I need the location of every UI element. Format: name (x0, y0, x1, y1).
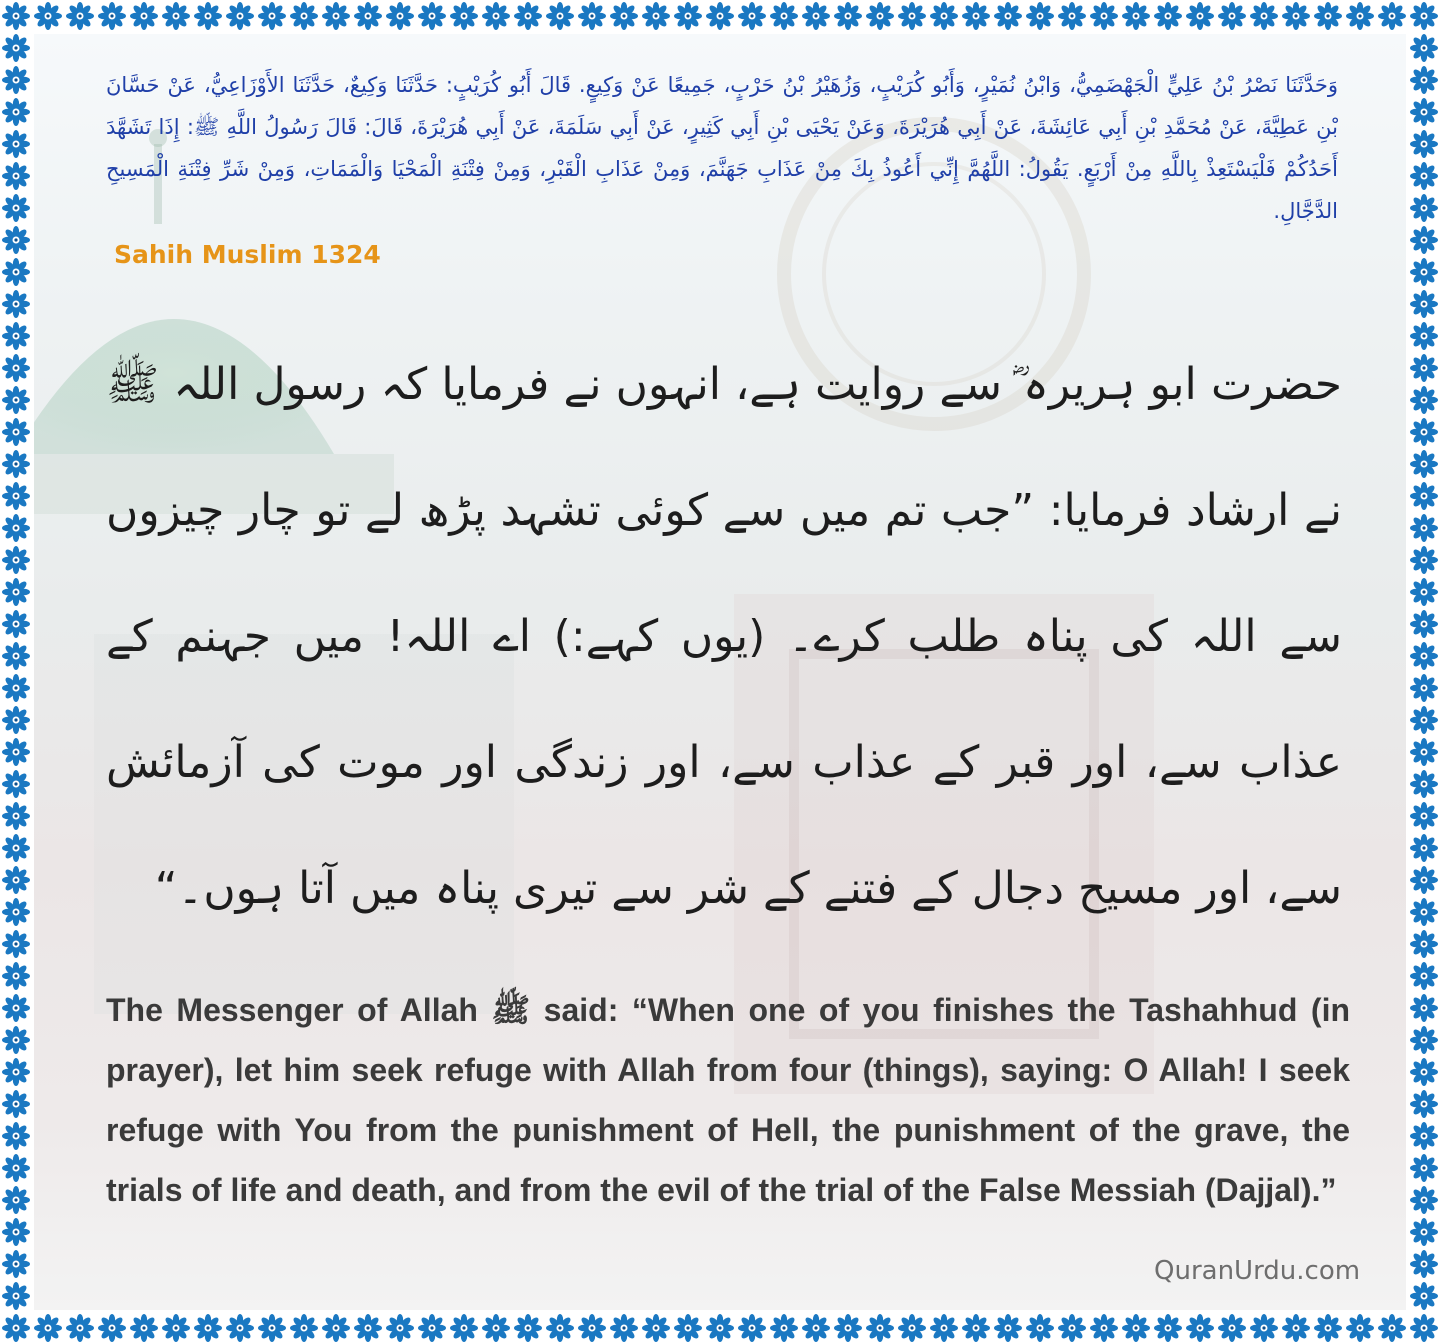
english-translation-text: The Messenger of Allah ﷺ said: “When one of you finishes the Tashahhud (in prayer), let him seek refuge with Allah from four (things), saying: O Allah! I seek refuge with You from the punishment of Hell, the punishment of the grave, the trials of life and death, and from the evil of the trial of the False Messiah (Dajjal).” (106, 992, 1351, 1208)
content-panel (34, 34, 1406, 1310)
site-watermark: QuranUrdu.com (1154, 1256, 1361, 1286)
hadith-reference-label: Sahih Muslim 1324 (114, 240, 381, 269)
arabic-hadith-text: وَحَدَّثَنَا نَصْرُ بْنُ عَلِيٍّ الْجَهْضَمِيُّ، وَابْنُ نُمَيْرٍ، وَأَبُو كُرَيْبٍ، وَزُهَيْرُ بْنُ حَرْبٍ، جَمِيعًا عَنْ وَكِيعٍ. قَالَ أَبُو كُرَيْبٍ: حَدَّثَنَا وَكِيعٌ، حَدَّثَنَا الأَوْزَاعِيُّ، عَنْ حَسَّانَ بْنِ عَطِيَّةَ، عَنْ مُحَمَّدِ بْنِ أَبِي عَائِشَةَ، عَنْ أَبِي هُرَيْرَةَ، وَعَنْ يَحْيَى بْنِ أَبِي كَثِيرٍ، عَنْ أَبِي سَلَمَةَ، عَنْ أَبِي هُرَيْرَةَ، قَالَ: قَالَ رَسُولُ اللَّهِ ﷺ: إِذَا تَشَهَّدَ أَحَدُكُمْ فَلْيَسْتَعِذْ بِاللَّهِ مِنْ أَرْبَعٍ. يَقُولُ: اللَّهُمَّ إِنِّي أَعُوذُ بِكَ مِنْ عَذَابِ جَهَنَّمَ، وَمِنْ عَذَابِ الْقَبْرِ، وَمِنْ فِتْنَةِ الْمَحْيَا وَالْمَمَاتِ، وَمِنْ شَرِّ فِتْنَةِ الْمَسِيحِ الدَّجَّالِ. (106, 73, 1338, 223)
urdu-translation-text: حضرت ابو ہریرہ ؓ سے روایت ہے، انہوں نے فرمایا کہ رسول اللہ ﷺ نے ارشاد فرمایا: ”جب تم میں سے کوئی تشہد پڑھ لے تو چار چیزوں سے اللہ کی پناہ طلب کرے۔ (یوں کہے:) اے اللہ! میں جہنم کے عذاب سے، اور قبر کے عذاب سے، اور زندگی اور موت کی آزمائش سے، اور مسیح دجال کے فتنے کے شر سے تیری پناہ میں آتا ہوں۔“ (106, 359, 1342, 914)
